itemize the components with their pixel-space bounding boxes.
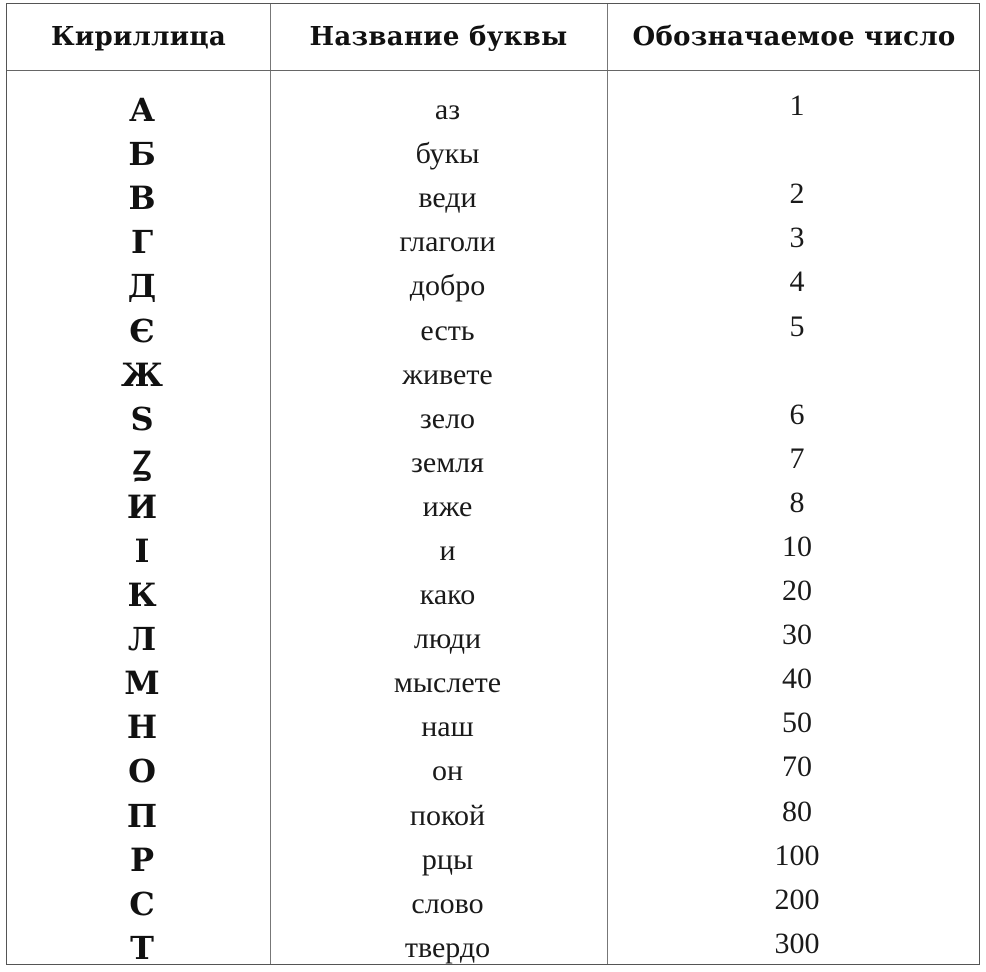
numeric-value: 5 [789,309,805,343]
cyrillic-letter: І [134,531,150,570]
table-row [7,617,979,661]
numeric-value: 8 [789,485,805,519]
cyrillic-letter: Н [126,708,158,747]
letter-name: добро [409,269,486,303]
letter-name: есть [420,313,475,347]
header-numeric-value: Обозначаемое число [632,22,956,52]
cyrillic-letter: П [126,796,158,835]
cyrillic-letter: А [128,91,156,130]
letter-name: како [419,578,476,612]
cyrillic-letter: Р [129,840,155,879]
letter-name: люди [413,622,482,656]
letter-name: веди [418,181,477,215]
numeric-value: 4 [789,265,805,299]
letter-name: он [431,754,464,788]
letter-name: аз [434,93,461,127]
letter-name: твердо [404,930,491,964]
numeric-value: 80 [782,794,812,828]
numeric-value: 200 [774,882,820,916]
table-row [7,397,979,441]
letter-name: глаголи [399,225,496,259]
numeric-value [607,349,986,393]
cyrillic-letter: К [127,576,157,615]
cyrillic-letter: Т [130,928,154,967]
letter-name: наш [421,710,474,744]
letter-name: мыслете [393,666,502,700]
numeric-value: 70 [782,750,812,784]
cyrillic-letter: И [126,487,158,526]
cyrillic-numerals-table [6,3,980,965]
table-body [7,88,979,970]
cyrillic-letter: М [124,664,160,703]
cyrillic-letter: Є [129,311,155,350]
table-row [7,926,979,970]
numeric-value: 3 [789,221,805,255]
cyrillic-letter: В [128,179,156,218]
table-row [7,353,979,397]
numeric-value: 30 [782,618,812,652]
letter-name: иже [422,489,473,523]
table-row [7,264,979,308]
numeric-value: 40 [782,662,812,696]
numeric-value: 6 [789,397,805,431]
table-header-row [7,4,979,70]
numeric-value: 20 [782,574,812,608]
table-row [7,882,979,926]
header-divider [7,70,979,71]
header-letter-name: Название буквы [309,22,568,52]
cyrillic-letter: Ж [121,355,163,394]
table-row [7,838,979,882]
cyrillic-letter: Г [130,223,154,262]
numeric-value: 7 [789,441,805,475]
letter-name: рцы [421,842,474,876]
cyrillic-letter: Л [127,620,157,659]
numeric-value [607,128,986,172]
letter-name: букы [415,137,480,171]
cyrillic-letter: О [128,752,156,791]
cyrillic-letter: Д [127,267,157,306]
table-row [7,573,979,617]
table-row [7,88,979,132]
table-row [7,705,979,749]
table-row [7,661,979,705]
numeric-value: 1 [789,89,805,123]
numeric-value: 10 [782,529,812,563]
cyrillic-letter: С [129,884,155,923]
cyrillic-letter: Ѕ [130,399,154,438]
numeric-value: 300 [774,926,820,960]
table-row [7,220,979,264]
table-row [7,308,979,352]
table-row [7,794,979,838]
numeric-value: 50 [782,706,812,740]
letter-name: и [439,533,456,567]
header-cyrillic: Кириллица [50,22,227,52]
table-row [7,176,979,220]
cyrillic-letter: Б [128,135,156,174]
table-row [7,749,979,793]
letter-name: зело [419,401,476,435]
table-row [7,132,979,176]
numeric-value: 100 [774,838,820,872]
table-row [7,485,979,529]
letter-name: слово [411,886,484,920]
cyrillic-letter: Ꙁ [132,444,152,483]
letter-name: живете [402,357,493,391]
table-row [7,529,979,573]
letter-name: земля [411,445,484,479]
letter-name: покой [409,798,486,832]
numeric-value: 2 [789,177,805,211]
table-row [7,441,979,485]
